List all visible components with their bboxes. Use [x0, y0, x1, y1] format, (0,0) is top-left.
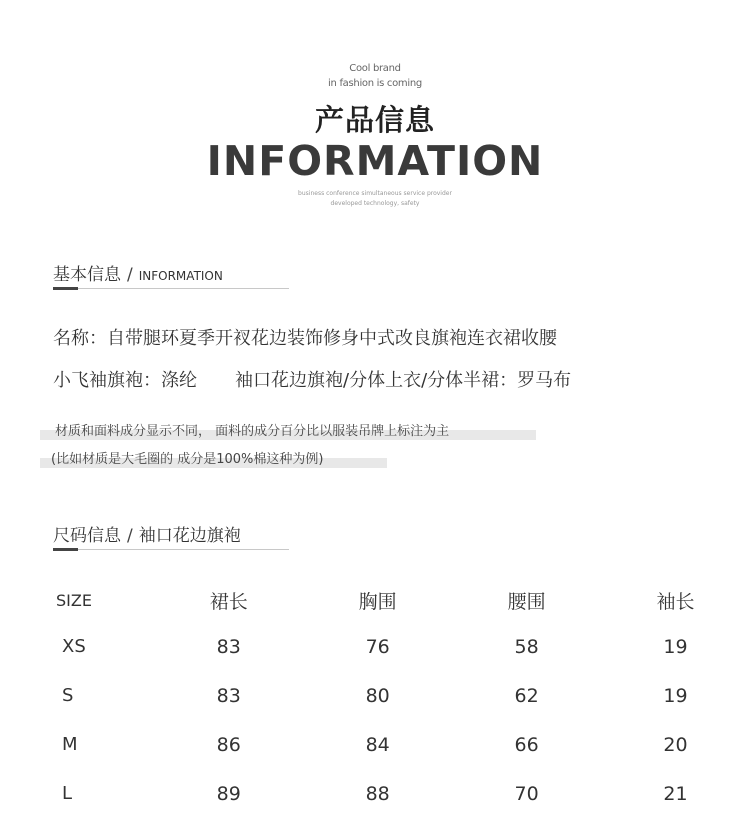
value-cell: 70 [514, 782, 539, 805]
section-divider [53, 549, 289, 550]
size-info-heading [53, 521, 241, 546]
value-cell: 84 [365, 733, 390, 756]
value-cell: 62 [514, 684, 539, 707]
material-part1: 小飞袖旗袍：涤纶 [53, 370, 197, 391]
tagline-line2: in fashion is coming [328, 78, 422, 89]
basic-info-heading-cn: 基本信息 [53, 265, 121, 285]
value-cell: 83 [216, 684, 241, 707]
value-cell: 20 [663, 733, 688, 756]
value-cell: 89 [216, 782, 241, 805]
value-cell: 83 [216, 635, 241, 658]
heading-slash: / [127, 265, 133, 285]
size-table [0, 578, 750, 818]
section-divider [53, 288, 289, 289]
value-cell: 76 [365, 635, 390, 658]
value-cell: 21 [663, 782, 688, 805]
value-cell: 19 [663, 684, 688, 707]
value-cell: 58 [514, 635, 539, 658]
value-cell: 88 [365, 782, 390, 805]
column-header: 胸围 [358, 590, 397, 613]
size-cell: S [62, 685, 74, 706]
size-table-header [0, 578, 750, 622]
page-title-cn: 产品信息 [314, 103, 435, 137]
column-header: 腰围 [507, 590, 546, 613]
table-row [0, 720, 750, 769]
material-part2: 袖口花边旗袍/分体上衣/分体半裙：罗马布 [235, 370, 572, 391]
value-cell: 19 [663, 635, 688, 658]
section-divider-accent [53, 548, 78, 551]
value-cell: 66 [514, 733, 539, 756]
value-cell: 86 [216, 733, 241, 756]
column-header: 袖长 [656, 590, 695, 613]
basic-info-heading [53, 260, 223, 285]
size-info-heading-sub: 袖口花边旗袍 [138, 526, 241, 546]
product-name-line: 名称：自带腿环夏季开衩花边装饰修身中式改良旗袍连衣裙收腰 [53, 328, 557, 349]
table-row [0, 622, 750, 671]
table-row [0, 671, 750, 720]
size-cell: L [62, 783, 73, 804]
basic-info-heading-en: INFORMATION [138, 269, 223, 283]
size-cell: M [62, 734, 78, 755]
table-row [0, 769, 750, 818]
size-cell: XS [62, 636, 86, 657]
value-cell: 80 [365, 684, 390, 707]
section-divider-accent [53, 287, 78, 290]
column-header: SIZE [56, 590, 92, 610]
heading-slash: / [127, 526, 133, 546]
note-line-2: (比如材质是大毛圈的 成分是100%棉这种为例) [51, 452, 324, 467]
column-header: 裙长 [209, 590, 248, 613]
note-line-1: 材质和面料成分显示不同， 面料的成分百分比以服装吊牌上标注为主 [55, 424, 450, 439]
material-line [53, 366, 571, 392]
page-title-en: INFORMATION [206, 137, 544, 185]
size-info-heading-cn: 尺码信息 [53, 526, 121, 546]
tagline-line1: Cool brand [349, 63, 401, 74]
subtitle-line2: developed technology, safety [330, 200, 420, 207]
subtitle-line1: business conference simultaneous service provider [298, 190, 452, 197]
